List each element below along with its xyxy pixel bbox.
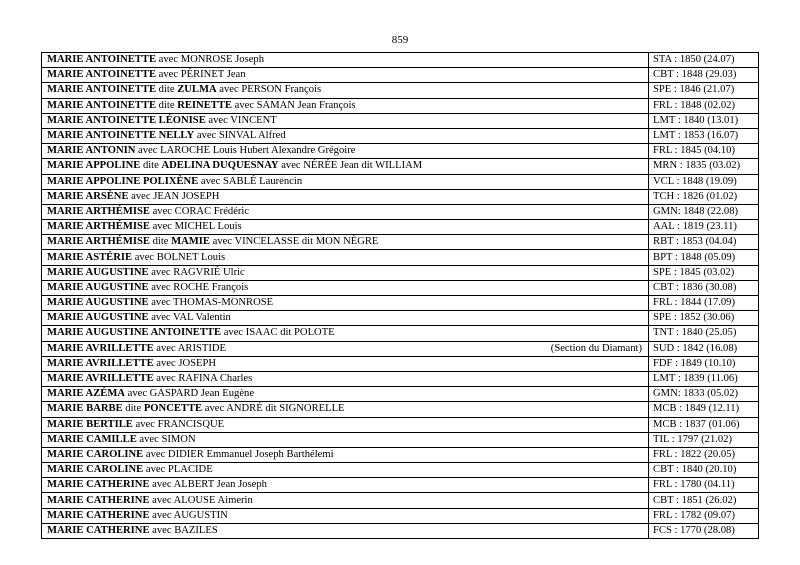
names-text xyxy=(47,235,378,249)
name-connector: avec JEAN JOSEPH xyxy=(128,190,220,202)
commune-date-cell: CBT : 1840 (20.10) xyxy=(649,463,759,478)
names-text xyxy=(47,433,196,447)
name-connector: avec ROCHE François xyxy=(148,281,249,293)
couple-cell xyxy=(42,113,649,128)
name-connector: avec GASPARD Jean Eugène xyxy=(124,388,255,400)
bride-name: MARIE ANTONIN xyxy=(47,145,136,157)
couple-cell xyxy=(42,326,649,341)
name-connector: avec FRANCISQUE xyxy=(132,418,225,430)
names-text xyxy=(47,159,422,173)
names-text xyxy=(47,463,213,477)
name-connector: dite xyxy=(122,403,144,415)
bride-name: MARIE ANTOINETTE NELLY xyxy=(47,130,195,142)
commune-date-cell: LMT : 1853 (16.07) xyxy=(649,128,759,143)
couple-cell xyxy=(42,296,649,311)
couple-names xyxy=(47,266,648,280)
name-connector: avec VAL Valentin xyxy=(148,312,231,324)
name-connector: avec ALBERT Jean Joseph xyxy=(149,479,267,491)
couple-cell xyxy=(42,159,649,174)
names-text xyxy=(47,144,355,158)
couple-names xyxy=(47,205,648,219)
couple-cell xyxy=(42,311,649,326)
name-connector: dite xyxy=(156,84,178,96)
couple-cell xyxy=(42,387,649,402)
couple-cell xyxy=(42,250,649,265)
name-connector: avec DIDIER Emmanuel Joseph Barthélemi xyxy=(143,448,334,460)
name-connector: avec THOMAS-MONROSE xyxy=(148,297,274,309)
couple-names xyxy=(47,190,648,204)
name-connector: avec SINVAL Alfred xyxy=(194,130,286,142)
names-text xyxy=(47,53,264,67)
commune-date-cell: FRL : 1780 (04.11) xyxy=(649,478,759,493)
couple-names xyxy=(47,509,648,523)
names-text xyxy=(47,372,252,386)
commune-date-cell: STA : 1850 (24.07) xyxy=(649,53,759,68)
couple-cell xyxy=(42,417,649,432)
commune-date-cell: CBT : 1851 (26.02) xyxy=(649,493,759,508)
names-text xyxy=(47,311,231,325)
couple-cell xyxy=(42,371,649,386)
couple-cell xyxy=(42,83,649,98)
commune-date-cell: BPT : 1848 (05.09) xyxy=(649,250,759,265)
commune-date-cell: LMT : 1839 (11.06) xyxy=(649,371,759,386)
table-row xyxy=(42,128,759,143)
couple-cell xyxy=(42,493,649,508)
couple-names xyxy=(47,478,648,492)
table-row xyxy=(42,159,759,174)
couple-cell xyxy=(42,402,649,417)
table-row xyxy=(42,463,759,478)
name-connector: avec ARISTIDE xyxy=(153,342,227,354)
name-connector: avec RAFINA Charles xyxy=(153,373,253,385)
couple-names xyxy=(47,463,648,477)
couple-names xyxy=(47,53,648,67)
table-row xyxy=(42,523,759,538)
bride-name: MARIE CAROLINE xyxy=(47,464,144,476)
bride-name: MARIE CATHERINE xyxy=(47,479,150,491)
couple-names xyxy=(47,68,648,82)
couple-names xyxy=(47,372,648,386)
commune-date-cell: FRL : 1822 (20.05) xyxy=(649,447,759,462)
table-row xyxy=(42,235,759,250)
bride-name: MARIE AUGUSTINE xyxy=(47,266,149,278)
table-row xyxy=(42,341,759,356)
names-text xyxy=(47,494,253,508)
commune-date-cell: MCB : 1837 (01.06) xyxy=(649,417,759,432)
names-text xyxy=(47,296,273,310)
table-row xyxy=(42,311,759,326)
table-row xyxy=(42,402,759,417)
bride-name: MARIE APPOLINE POLIXÈNE xyxy=(47,175,199,187)
bride-name: MARIE CATHERINE xyxy=(47,494,150,506)
couple-names xyxy=(47,387,648,401)
table-row xyxy=(42,508,759,523)
bride-name: MARIE ANTOINETTE xyxy=(47,99,157,111)
bride-name: MARIE AUGUSTINE ANTOINETTE xyxy=(47,327,222,339)
table-row xyxy=(42,68,759,83)
bride-name: ZULMA xyxy=(177,84,217,96)
name-connector: avec SIMON xyxy=(136,433,196,445)
commune-date-cell: GMN: 1848 (22.08) xyxy=(649,204,759,219)
bride-name: MARIE BERTILE xyxy=(47,418,133,430)
names-text xyxy=(47,99,356,113)
table-row xyxy=(42,265,759,280)
name-connector: avec PÉRINET Jean xyxy=(156,69,246,81)
bride-name: MARIE APPOLINE xyxy=(47,160,141,172)
table-row xyxy=(42,53,759,68)
couple-cell xyxy=(42,98,649,113)
bride-name: MARIE ANTOINETTE LÉONISE xyxy=(47,114,206,126)
couple-names xyxy=(47,326,648,340)
table-row xyxy=(42,296,759,311)
table-row xyxy=(42,387,759,402)
commune-date-cell: FCS : 1770 (28.08) xyxy=(649,523,759,538)
bride-name: MARIE ANTOINETTE xyxy=(47,69,157,81)
couple-names xyxy=(47,357,648,371)
couple-names xyxy=(47,251,648,265)
table-row xyxy=(42,144,759,159)
table-row xyxy=(42,478,759,493)
name-connector: avec VINCELASSE dit MON NÈGRE xyxy=(209,236,379,248)
table-row xyxy=(42,189,759,204)
table-row xyxy=(42,250,759,265)
table-row xyxy=(42,371,759,386)
name-connector: avec BAZILES xyxy=(149,524,218,536)
couple-cell xyxy=(42,174,649,189)
name-connector: avec BOLNET Louis xyxy=(132,251,226,263)
couple-names xyxy=(47,99,648,113)
name-connector: dite xyxy=(156,99,178,111)
bride-name: MARIE ARTHÉMISE xyxy=(47,236,150,248)
couple-names xyxy=(47,235,648,249)
couple-names xyxy=(47,494,648,508)
name-connector: avec PLACIDE xyxy=(143,464,213,476)
couple-names xyxy=(47,129,648,143)
bride-name: MARIE AUGUSTINE xyxy=(47,297,149,309)
commune-date-cell: GMN: 1833 (05.02) xyxy=(649,387,759,402)
bride-name: ADELINA DUQUESNAY xyxy=(161,160,279,172)
commune-date-cell: SPE : 1846 (21.07) xyxy=(649,83,759,98)
bride-name: MARIE CATHERINE xyxy=(47,524,150,536)
name-connector: avec SAMAN Jean François xyxy=(231,99,356,111)
name-connector: avec ALOUSE Aimerin xyxy=(149,494,253,506)
names-text xyxy=(47,387,254,401)
name-connector: avec RAGVRIÉ Ulric xyxy=(148,266,245,278)
couple-names xyxy=(47,175,648,189)
names-text xyxy=(47,266,245,280)
couple-names xyxy=(47,281,648,295)
commune-date-cell: FRL : 1782 (09.07) xyxy=(649,508,759,523)
page-number: 859 xyxy=(391,34,409,46)
couple-names xyxy=(47,114,648,128)
couple-cell xyxy=(42,220,649,235)
names-text xyxy=(47,524,218,538)
bride-name: MARIE AVRILLETTE xyxy=(47,357,154,369)
table-row xyxy=(42,447,759,462)
bride-name: MARIE BARBE xyxy=(47,403,123,415)
name-connector: dite xyxy=(149,236,172,248)
commune-date-cell: FDF : 1849 (10.10) xyxy=(649,356,759,371)
names-text xyxy=(47,418,224,432)
commune-date-cell: MRN : 1835 (03.02) xyxy=(649,159,759,174)
bride-name: MARIE CAMILLE xyxy=(47,433,137,445)
couple-cell xyxy=(42,189,649,204)
names-text xyxy=(47,448,334,462)
bride-name: MARIE CATHERINE xyxy=(47,509,150,521)
commune-date-cell: SPE : 1845 (03.02) xyxy=(649,265,759,280)
couple-cell xyxy=(42,356,649,371)
names-text xyxy=(47,326,335,340)
name-connector: avec MONROSE Joseph xyxy=(156,54,265,66)
table-row xyxy=(42,280,759,295)
couple-cell xyxy=(42,235,649,250)
names-text xyxy=(47,342,226,356)
name-connector: avec CORAC Frédéric xyxy=(149,205,250,217)
couple-names xyxy=(47,402,648,416)
section-note: (Section du Diamant) xyxy=(550,342,642,354)
names-text xyxy=(47,114,277,128)
names-text xyxy=(47,83,321,97)
register-rows xyxy=(42,53,759,539)
couple-names xyxy=(47,433,648,447)
bride-name: MARIE ANTOINETTE xyxy=(47,84,157,96)
commune-date-cell: RBT : 1853 (04.04) xyxy=(649,235,759,250)
commune-date-cell: SPE : 1852 (30.06) xyxy=(649,311,759,326)
names-text xyxy=(47,68,246,82)
table-row xyxy=(42,83,759,98)
commune-date-cell: CBT : 1836 (30.08) xyxy=(649,280,759,295)
name-connector: avec LAROCHE Louis Hubert Alexandre Grégoire xyxy=(135,145,356,157)
name-connector: avec JOSEPH xyxy=(153,357,217,369)
names-text xyxy=(47,129,286,143)
couple-names xyxy=(47,296,648,310)
name-connector: avec MICHEL Louis xyxy=(149,221,242,233)
table-row xyxy=(42,432,759,447)
marriage-register-table xyxy=(41,52,759,539)
couple-cell xyxy=(42,53,649,68)
name-connector: avec AUGUSTIN xyxy=(149,509,228,521)
name-connector: avec ISAAC dit POLOTE xyxy=(221,327,335,339)
table-row xyxy=(42,113,759,128)
couple-names xyxy=(47,342,648,356)
couple-cell xyxy=(42,265,649,280)
commune-date-cell: FRL : 1845 (04.10) xyxy=(649,144,759,159)
bride-name: MARIE CAROLINE xyxy=(47,448,144,460)
bride-name: MARIE AVRILLETTE xyxy=(47,373,154,385)
names-text xyxy=(47,220,242,234)
commune-date-cell: FRL : 1844 (17.09) xyxy=(649,296,759,311)
couple-cell xyxy=(42,523,649,538)
bride-name: REINETTE xyxy=(177,99,232,111)
commune-date-cell: CBT : 1848 (29.03) xyxy=(649,68,759,83)
couple-cell xyxy=(42,128,649,143)
commune-date-cell: VCL : 1848 (19.09) xyxy=(649,174,759,189)
names-text xyxy=(47,251,225,265)
bride-name: MARIE AUGUSTINE xyxy=(47,312,149,324)
commune-date-cell: TCH : 1826 (01.02) xyxy=(649,189,759,204)
bride-name: MARIE ANTOINETTE xyxy=(47,54,157,66)
bride-name: MARIE AVRILLETTE xyxy=(47,342,154,354)
couple-cell xyxy=(42,508,649,523)
couple-names xyxy=(47,418,648,432)
bride-name: MARIE AZÉMA xyxy=(47,388,125,400)
couple-cell xyxy=(42,341,649,356)
commune-date-cell: AAL : 1819 (23.11) xyxy=(649,220,759,235)
name-connector: avec SABLÉ Laurencin xyxy=(198,175,303,187)
couple-cell xyxy=(42,478,649,493)
table-row xyxy=(42,356,759,371)
couple-names xyxy=(47,83,648,97)
couple-names xyxy=(47,144,648,158)
commune-date-cell: MCB : 1849 (12.11) xyxy=(649,402,759,417)
names-text xyxy=(47,281,248,295)
names-text xyxy=(47,509,228,523)
name-connector: dite xyxy=(140,160,162,172)
bride-name: MARIE ARTHÉMISE xyxy=(47,221,150,233)
couple-cell xyxy=(42,280,649,295)
couple-names xyxy=(47,220,648,234)
couple-names xyxy=(47,448,648,462)
couple-cell xyxy=(42,432,649,447)
names-text xyxy=(47,478,267,492)
commune-date-cell: LMT : 1840 (13.01) xyxy=(649,113,759,128)
table-row xyxy=(42,174,759,189)
commune-date-cell: FRL : 1848 (02.02) xyxy=(649,98,759,113)
names-text xyxy=(47,205,249,219)
couple-cell xyxy=(42,68,649,83)
bride-name: PONCETTE xyxy=(143,403,203,415)
couple-names xyxy=(47,159,648,173)
couple-cell xyxy=(42,144,649,159)
table-row xyxy=(42,417,759,432)
bride-name: MARIE ARSÈNE xyxy=(47,190,129,202)
bride-name: MARIE AUGUSTINE xyxy=(47,281,149,293)
table-row xyxy=(42,493,759,508)
name-connector: avec PERSON François xyxy=(216,84,322,96)
couple-cell xyxy=(42,204,649,219)
commune-date-cell: TIL : 1797 (21.02) xyxy=(649,432,759,447)
table-row xyxy=(42,220,759,235)
names-text xyxy=(47,357,216,371)
couple-names xyxy=(47,311,648,325)
names-text xyxy=(47,402,345,416)
commune-date-cell: TNT : 1840 (25.05) xyxy=(649,326,759,341)
couple-names xyxy=(47,524,648,538)
couple-cell xyxy=(42,447,649,462)
table-row xyxy=(42,326,759,341)
commune-date-cell: SUD : 1842 (16.08) xyxy=(649,341,759,356)
table-row xyxy=(42,98,759,113)
names-text xyxy=(47,175,302,189)
bride-name: MAMIE xyxy=(171,236,210,248)
bride-name: MARIE ASTÉRIE xyxy=(47,251,133,263)
bride-name: MARIE ARTHÉMISE xyxy=(47,205,150,217)
name-connector: avec NÉRÉE Jean dit WILLIAM xyxy=(278,160,423,172)
name-connector: avec VINCENT xyxy=(205,114,277,126)
name-connector: avec ANDRÉ dit SIGNORELLE xyxy=(202,403,345,415)
couple-cell xyxy=(42,463,649,478)
names-text xyxy=(47,190,219,204)
table-row xyxy=(42,204,759,219)
